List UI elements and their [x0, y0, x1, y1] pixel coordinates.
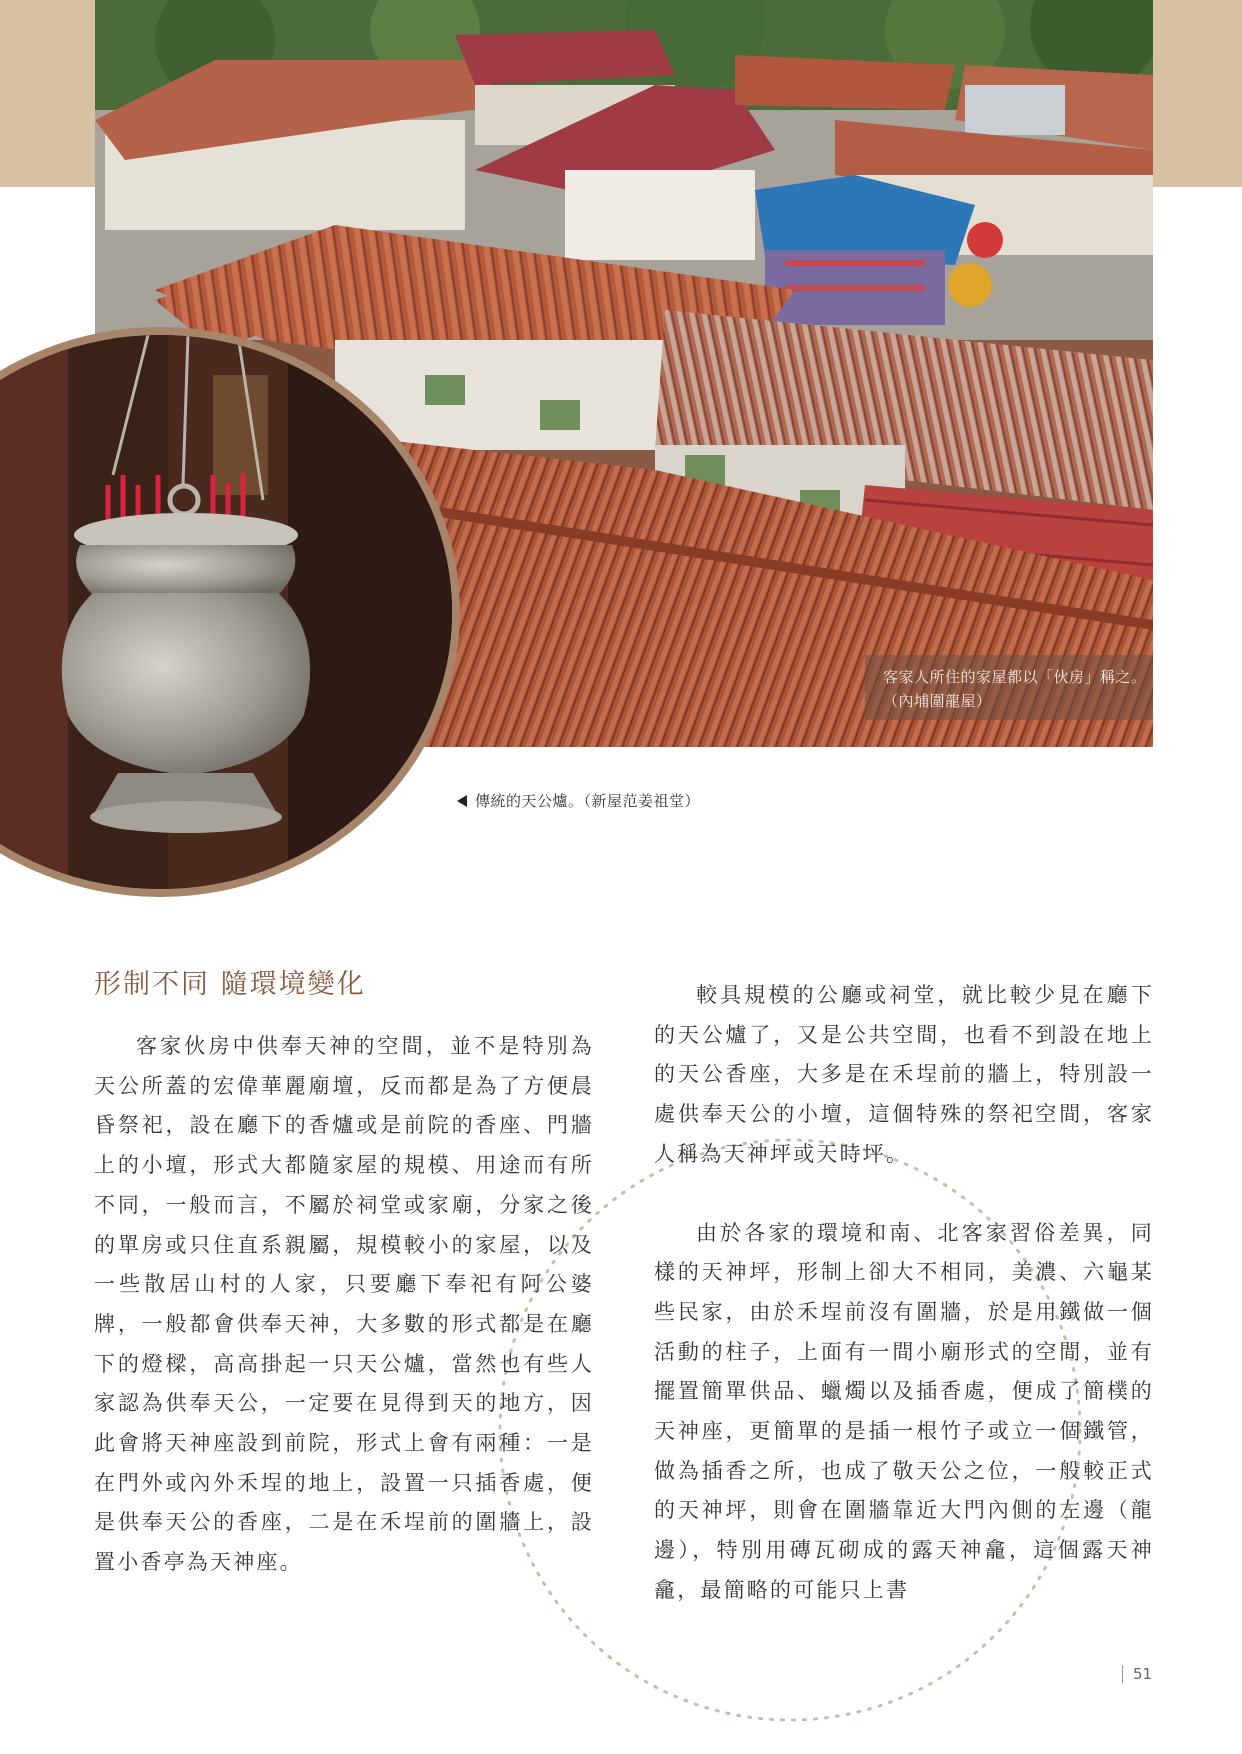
left-triangle-icon: [457, 795, 467, 807]
tan-corner-band-right: [1152, 0, 1242, 187]
body-paragraph: 由於各家的環境和南、北客家習俗差異，同樣的天神坪，形制上卻大不相同，美濃、六龜某些民家，由於禾埕前沒有圍牆，於是用鐵做一個活動的柱子，上面有一間小廟形式的空間，並有擺置簡單供品、蠟燭以及插香處，便成了簡樸的天神座，更簡單的是插一根竹子或立一個鐵管，做為插香之所，也成了敬天公之位，一般較正式的天神坪，則會在圍牆靠近大門內側的左邊（龍邊），特別用磚瓦砌成的露天神龕，這個露天神龕，最簡略的可能只上書: [654, 1220, 1154, 1602]
roof-photo-caption: [865, 655, 1153, 720]
censer-photo-caption: [457, 790, 700, 811]
body-column-right: [654, 976, 1154, 1611]
section-heading: 形制不同 隨環境變化: [94, 969, 366, 1000]
page-number: 51: [1122, 1665, 1152, 1683]
roof-photo-caption-line-2: （內埔圍龍屋）: [883, 692, 992, 710]
censer-photo-caption-text: 傳統的天公爐。（新屋范姜祖堂）: [475, 792, 701, 810]
tan-corner-band-left: [0, 0, 95, 187]
body-paragraph: 較具規模的公廳或祠堂，就比較少見在廳下的天公爐了，又是公共空間，也看不到設在地上的天公香座，大多是在禾埕前的牆上，特別設一處供奉天公的小壇，這個特殊的祭祀空間，客家人稱為天神坪或天時坪。: [654, 983, 1154, 1166]
roof-photo-caption-line-1: 客家人所住的家屋都以「伙房」稱之。: [883, 668, 1147, 686]
body-column-left: [94, 1027, 594, 1583]
body-paragraph: 客家伙房中供奉天神的空間，並不是特別為天公所蓋的宏偉華麗廟壇，反而都是為了方便晨昏祭祀，設在廳下的香爐或是前院的香座、門牆上的小壇，形式大都隨家屋的規模、用途而有所不同，一般而言，不屬於祠堂或家廟，分家之後的單房或只住直系親屬，規模較小的家屋，以及一些散居山村的人家，只要廳下奉祀有阿公婆牌，一般都會供奉天神，大多數的形式都是在廳下的燈樑，高高掛起一只天公爐，當然也有些人家認為供奉天公，一定要在見得到天的地方，因此會將天神座設到前院，形式上會有兩種：一是在門外或內外禾埕的地上，設置一只插香處，便是供奉天公的香座，二是在禾埕前的圍牆上，設置小香亭為天神座。: [94, 1034, 594, 1575]
